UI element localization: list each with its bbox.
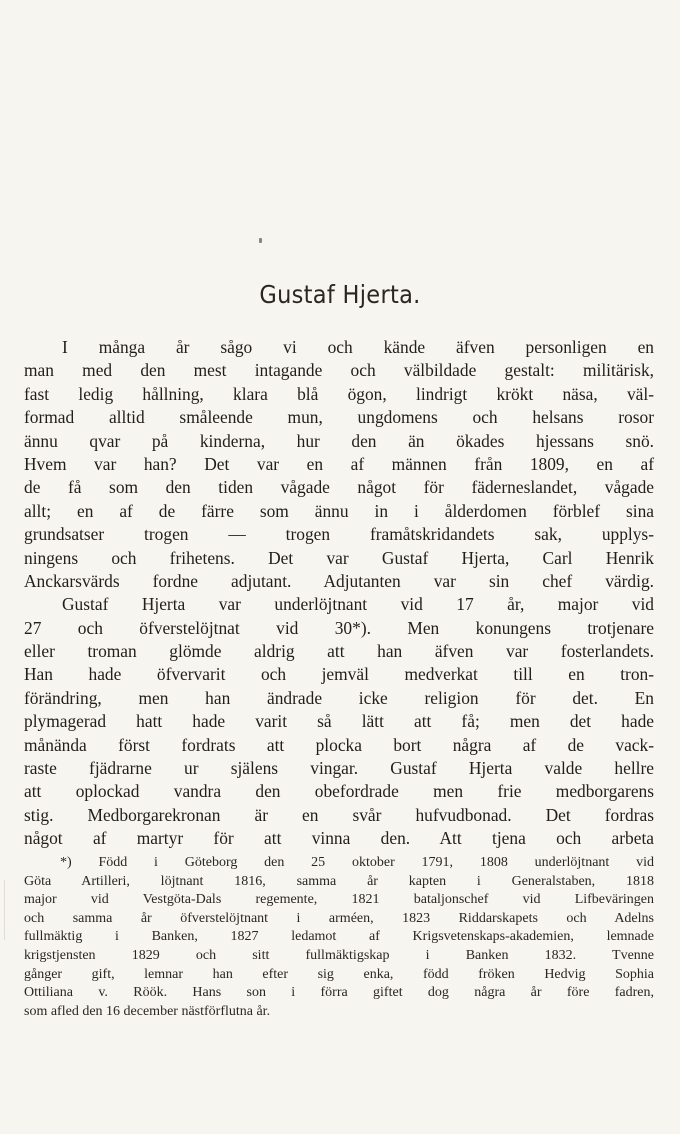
- print-speck: [259, 238, 262, 243]
- body-line: grundsatser trogen — trogen framåtskridandets sak, upplys-: [24, 524, 654, 545]
- footnote-line: Ottiliana v. Röök. Hans son i förra giftet dog några år före fadren,: [24, 985, 654, 1001]
- body-line: de få som den tiden vågade något för fäderneslandet, vågade: [24, 477, 654, 498]
- body-line: att oplockad vandra den obefordrade men frie medborgarens: [24, 781, 654, 802]
- footnote-line: gånger gift, lemnar han efter sig enka, född fröken Hedvig Sophia: [24, 966, 654, 982]
- body-line: plymagerad hatt hade varit så lätt att få; men det hade: [24, 711, 654, 732]
- body-line: Han hade öfvervarit och jemväl medverkat till en tron-: [24, 664, 654, 685]
- body-line: förändring, men han ändrade icke religion för det. En: [24, 687, 654, 708]
- body-line: raste fjädrarne ur själens vingar. Gustaf Hjerta valde hellre: [24, 758, 654, 779]
- body-line: 27 och öfverstelöjtnat vid 30*). Men konungens trotjenare: [24, 617, 654, 638]
- body-line: I många år sågo vi och kände äfven personligen en: [62, 337, 654, 357]
- body-line: Anckarsvärds fordne adjutant. Adjutanten var sin chef värdig.: [24, 570, 654, 591]
- footnote-line: major vid Vestgöta-Dals regemente, 1821 bataljonschef vid Lifbeväringen: [24, 892, 654, 908]
- body-line: man med den mest intagande och välbildade gestalt: militärisk,: [24, 360, 654, 381]
- body-line: Gustaf Hjerta var underlöjtnant vid 17 år, major vid: [62, 594, 654, 615]
- footnote-line: och samma år öfverstelöjtnant i arméen, 1823 Riddarskapets och Adelns: [24, 910, 654, 926]
- body-line: något af martyr för att vinna den. Att tjena och arbeta: [24, 828, 654, 849]
- body-line: månända först fordrats att plocka bort några af de vack-: [24, 734, 654, 755]
- body-text: [24, 336, 654, 851]
- body-line: ännu qvar på kinderna, hur den än ökades hjessans snö.: [24, 430, 654, 451]
- body-line: formad alltid småleende mun, ungdomens och helsans rosor: [24, 407, 654, 428]
- body-line: stig. Medborgarekronan är en svår hufvudbonad. Det fordras: [24, 804, 654, 825]
- body-line: eller troman glömde aldrig att han äfven var fosterlandets.: [24, 641, 654, 662]
- footnote-line: fullmäktig i Banken, 1827 ledamot af Krigsvetenskaps-akademien, lemnade: [24, 929, 654, 945]
- chapter-title: Gustaf Hjerta.: [259, 279, 421, 309]
- footnote-line: som afled den 16 december nästförflutna år.: [24, 1003, 271, 1019]
- footnote: [24, 854, 654, 1021]
- body-line: Hvem var han? Det var en af männen från 1809, en af: [24, 453, 654, 474]
- footnote-line: *) Född i Göteborg den 25 oktober 1791, 1808 underlöjtnant vid: [60, 855, 654, 870]
- footnote-line: Göta Artilleri, löjtnant 1816, samma år kapten i Generalstaben, 1818: [24, 873, 654, 889]
- body-line: fast ledig hållning, klara blå ögon, lindrigt krökt näsa, väl-: [24, 383, 654, 404]
- body-line: allt; en af de färre som ännu in i ålderdomen förblef sina: [24, 500, 654, 521]
- body-line: ningens och frihetens. Det var Gustaf Hjerta, Carl Henrik: [24, 547, 654, 568]
- page-edge-mark: [4, 880, 5, 940]
- footnote-line: krigstjensten 1829 och sitt fullmäktigskap i Banken 1832. Tvenne: [24, 947, 654, 963]
